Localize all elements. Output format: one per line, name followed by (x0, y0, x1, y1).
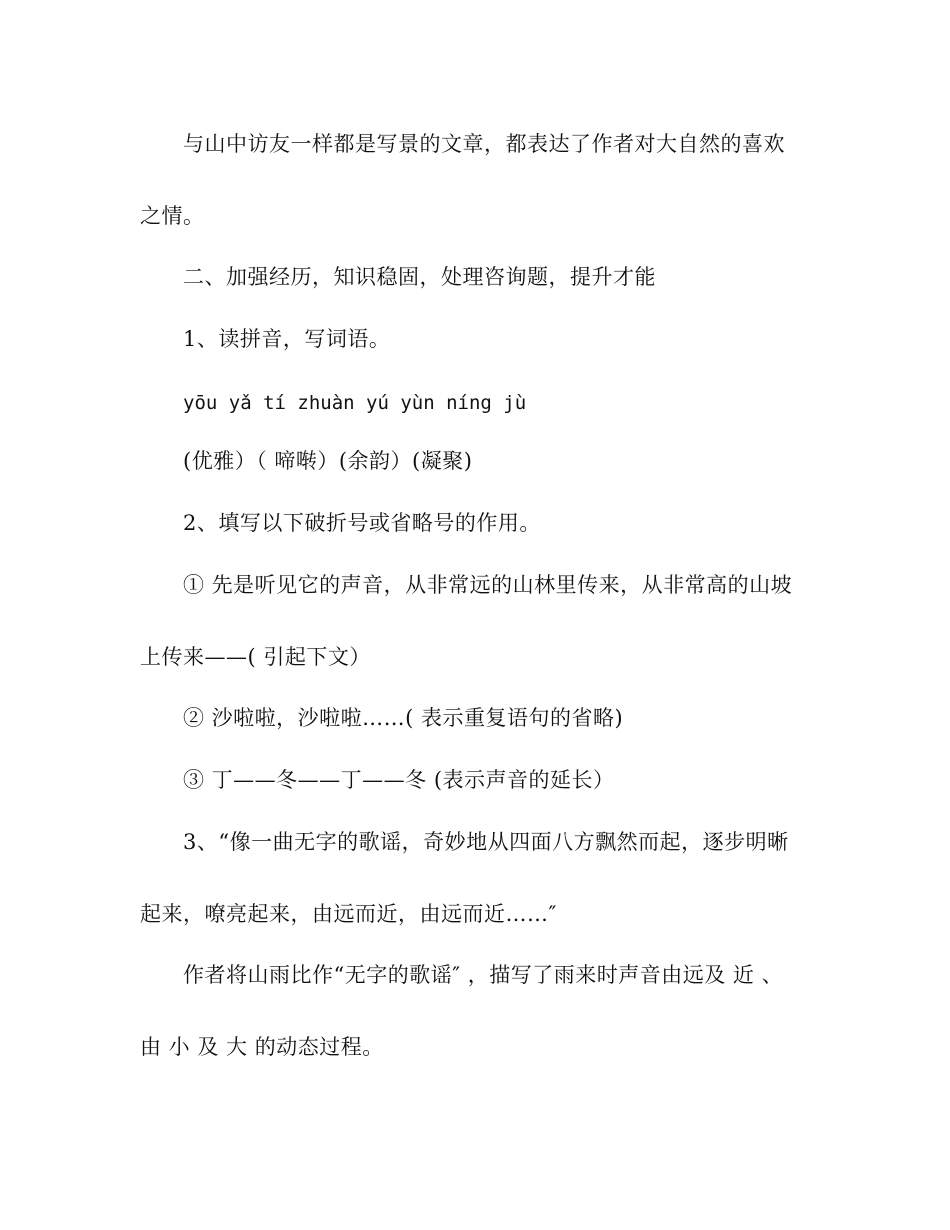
item-3-line: ③ 丁——冬——丁——冬 (表示声音的延长） (183, 768, 615, 792)
item-2-line: ② 沙啦啦，沙啦啦……( 表示重复语句的省略) (183, 706, 624, 730)
paragraph-line: 之情。 (140, 204, 205, 228)
item-1-continued: 上传来——( 引起下文） (140, 645, 371, 669)
question-2-title: 2、填写以下破折号或省略号的作用。 (183, 511, 541, 535)
item-1-line: ① 先是听见它的声音，从非常远的山林里传来，从非常高的山坡 (183, 573, 793, 597)
paragraph-line: 与山中访友一样都是写景的文章，都表达了作者对大自然的喜欢 (183, 132, 785, 156)
question-3-continued: 起来，嘹亮起来，由远而近，由远而近……″ (140, 902, 557, 926)
pinyin-line: yōu yǎ tí zhuàn yú yùn níng jù (183, 392, 527, 414)
explanation-continued: 由 小 及 大 的动态过程。 (140, 1035, 384, 1059)
question-3-line: 3、“像一曲无字的歌谣，奇妙地从四面八方飘然而起，逐步明晰 (183, 830, 789, 854)
section-heading: 二、加强经历，知识稳固，处理咨询题，提升才能 (183, 265, 656, 289)
question-1-title: 1、读拼音，写词语。 (183, 327, 391, 351)
explanation-line: 作者将山雨比作“无字的歌谣″ ，描写了雨来时声音由远及 近 、 (183, 963, 784, 987)
answer-words-line: (优雅）（ 啼啭）(余韵）(凝聚) (183, 449, 473, 473)
